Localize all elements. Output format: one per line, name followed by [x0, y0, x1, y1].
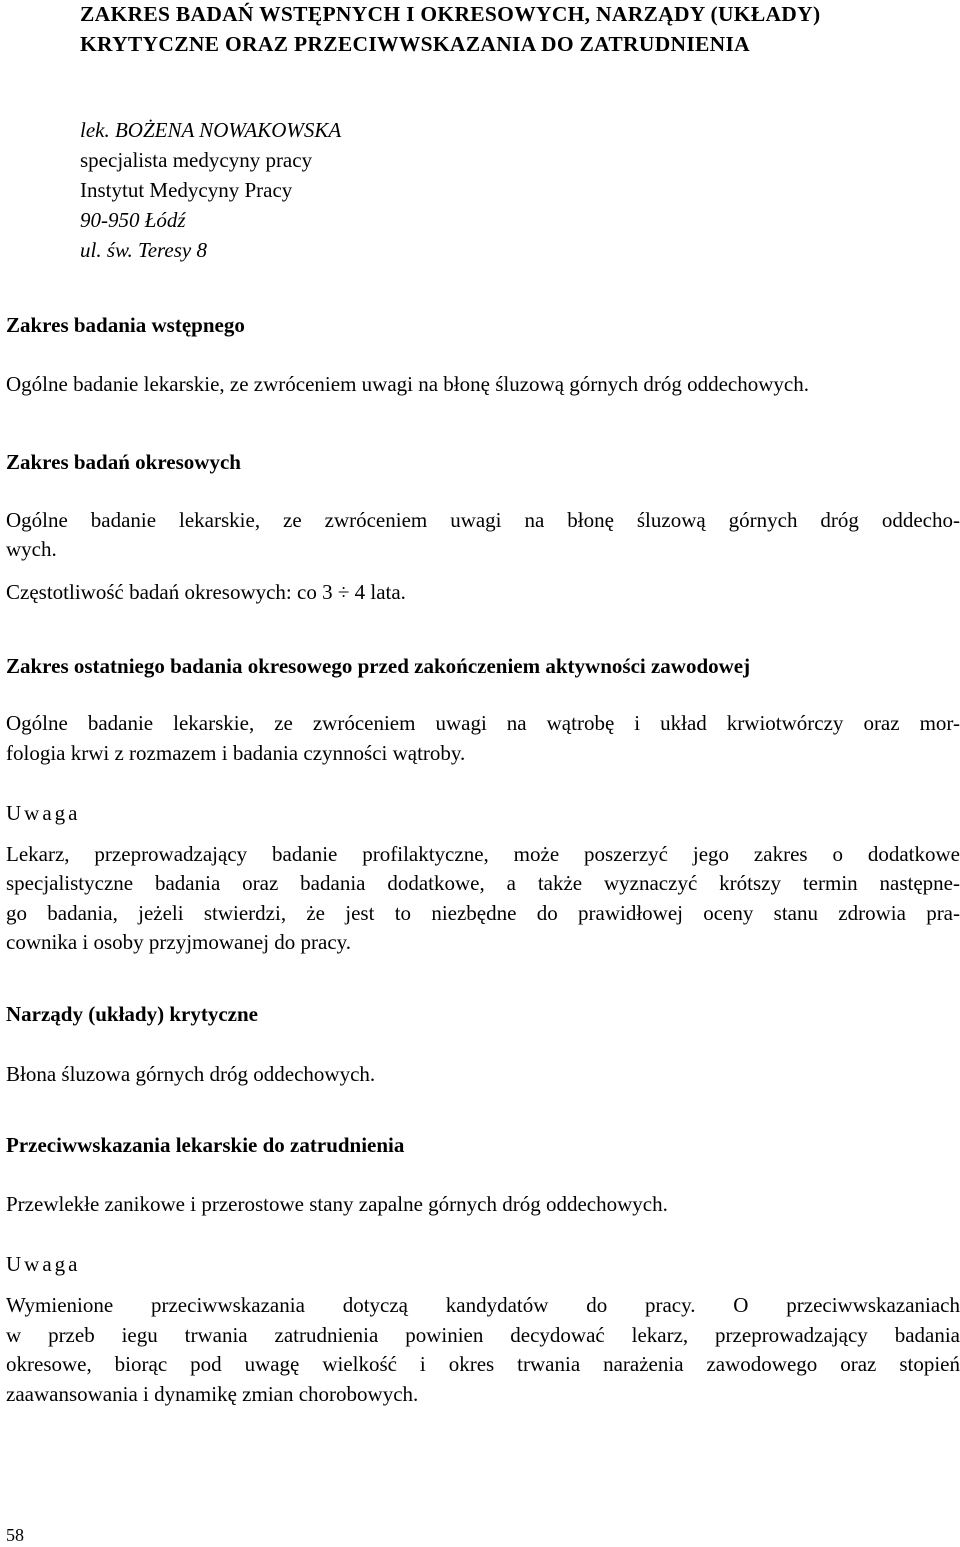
note-2-text-line-2: w przeb iegu trwania zatrudnienia powinien decydować lekarz, przeprowadzający badania [6, 1323, 960, 1347]
periodic-exams-frequency: Częstotliwość badań okresowych: co 3 ÷ 4 lata. [6, 580, 406, 604]
final-exam-text-line-1: Ogólne badanie lekarskie, ze zwróceniem uwagi na wątrobę i układ krwiotwórczy oraz mor- [6, 711, 960, 735]
note-2-text-line-1: Wymienione przeciwwskazania dotyczą kandydatów do pracy. O przeciwwskazaniach [6, 1293, 960, 1317]
document-title-line-2: KRYTYCZNE ORAZ PRZECIWWSKAZANIA DO ZATRUDNIENIA [80, 32, 750, 56]
author-street-address: ul. św. Teresy 8 [80, 238, 207, 262]
section-heading-critical-organs: Narządy (układy) krytyczne [6, 1002, 258, 1026]
note-2-text-line-3: okresowe, biorąc pod uwagę wielkość i okres trwania narażenia zawodowego oraz stopień [6, 1352, 960, 1376]
note-label-2: Uwaga [6, 1252, 81, 1276]
section-heading-final-exam: Zakres ostatniego badania okresowego przed zakończeniem aktywności zawodowej [6, 654, 751, 678]
note-1-text-line-1: Lekarz, przeprowadzający badanie profilaktyczne, może poszerzyć jego zakres o dodatkowe [6, 842, 960, 866]
note-2-text-line-4: zaawansowania i dynamikę zmian chorobowych. [6, 1382, 419, 1406]
final-exam-text-line-2: fologia krwi z rozmazem i badania czynności wątroby. [6, 741, 466, 765]
note-1-text-line-4: cownika i osoby przyjmowanej do pracy. [6, 930, 352, 954]
author-institution: Instytut Medycyny Pracy [80, 178, 293, 202]
note-1-text-line-3: go badania, jeżeli stwierdzi, że jest to niezbędne do prawidłowej oceny stanu zdrowia pra- [6, 901, 960, 925]
initial-exam-text: Ogólne badanie lekarskie, ze zwróceniem uwagi na błonę śluzową górnych dróg oddechowych. [6, 372, 809, 396]
author-role: specjalista medycyny pracy [80, 148, 313, 172]
contraindications-text: Przewlekłe zanikowe i przerostowe stany zapalne górnych dróg oddechowych. [6, 1192, 668, 1216]
section-heading-initial-exam: Zakres badania wstępnego [6, 313, 245, 337]
author-name: lek. BOŻENA NOWAKOWSKA [80, 118, 342, 142]
document-title-line-1: ZAKRES BADAŃ WSTĘPNYCH I OKRESOWYCH, NARZĄDY (UKŁADY) [80, 2, 821, 26]
critical-organs-text: Błona śluzowa górnych dróg oddechowych. [6, 1062, 376, 1086]
section-heading-periodic-exams: Zakres badań okresowych [6, 450, 241, 474]
note-1-text-line-2: specjalistyczne badania oraz badania dodatkowe, a także wyznaczyć krótszy termin następne- [6, 871, 960, 895]
periodic-exams-text-line-2: wych. [6, 537, 57, 561]
note-label-1: Uwaga [6, 801, 81, 825]
author-postal-address: 90-950 Łódź [80, 208, 186, 232]
periodic-exams-text-line-1: Ogólne badanie lekarskie, ze zwróceniem uwagi na błonę śluzową górnych dróg oddecho- [6, 508, 960, 532]
section-heading-contraindications: Przeciwwskazania lekarskie do zatrudnienia [6, 1133, 405, 1157]
page-number: 58 [6, 1525, 24, 1545]
